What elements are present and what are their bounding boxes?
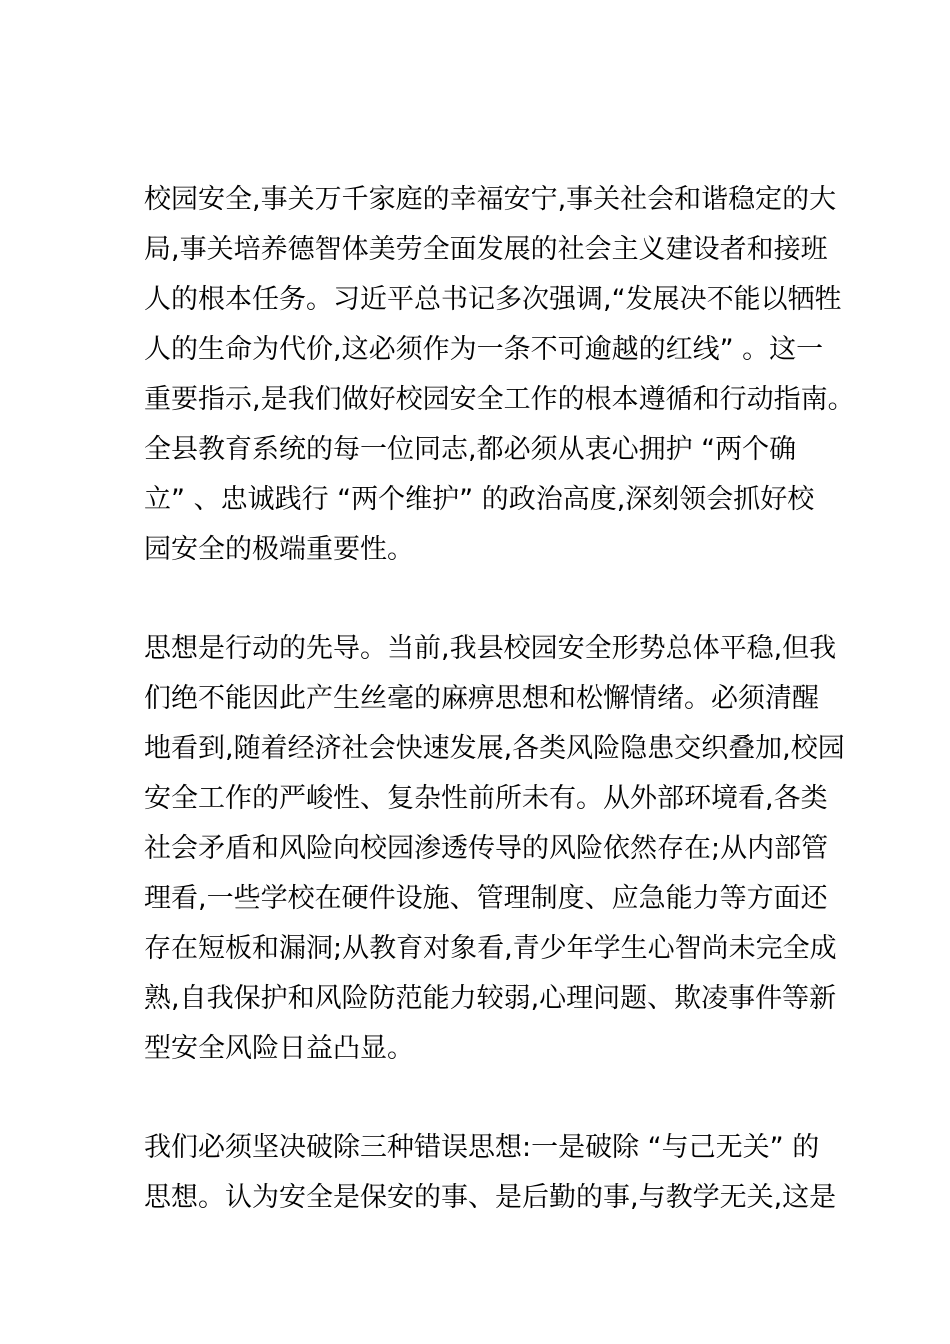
- text-line: 型安全风险日益凸显。: [144, 1033, 414, 1064]
- text-line: 地看到,随着经济社会快速发展,各类风险隐患交织叠加,校园: [144, 733, 845, 764]
- text-line: 存在短板和漏洞;从教育对象看,青少年学生心智尚未完全成: [144, 933, 837, 964]
- text-line: 人的根本任务。习近平总书记多次强调,“发展决不能以牺牲: [144, 284, 842, 315]
- text-line: 人的生命为代价,这必须作为一条不可逾越的红线” 。这一: [144, 334, 824, 365]
- text-line: 们绝不能因此产生丝毫的麻痹思想和松懈情绪。必须清醒: [144, 683, 819, 714]
- text-line: 社会矛盾和风险向校园渗透传导的风险依然存在;从内部管: [144, 833, 829, 864]
- text-line: 园安全的极端重要性。: [144, 534, 414, 565]
- text-line: 思想是行动的先导。当前,我县校园安全形势总体平稳,但我: [144, 633, 837, 664]
- text-line: 重要指示,是我们做好校园安全工作的根本遵循和行动指南。: [144, 384, 855, 415]
- text-line: 我们必须坚决破除三种错误思想:一是破除 “与己无关” 的: [144, 1132, 820, 1163]
- paragraph-1: [144, 175, 855, 575]
- text-line: 局,事关培养德智体美劳全面发展的社会主义建设者和接班: [144, 234, 828, 265]
- text-line: 立” 、忠诚践行 “两个维护” 的政治高度,深刻领会抓好校: [144, 484, 815, 515]
- text-line: 全县教育系统的每一位同志,都必须从衷心拥护 “两个确: [144, 434, 797, 465]
- text-line: 思想。认为安全是保安的事、是后勤的事,与教学无关,这是: [144, 1182, 837, 1213]
- text-line: 校园安全,事关万千家庭的幸福安宁,事关社会和谐稳定的大: [144, 184, 837, 215]
- text-line: 理看,一些学校在硬件设施、管理制度、应急能力等方面还: [144, 883, 828, 914]
- paragraph-3: [144, 1123, 844, 1223]
- paragraph-2: [144, 624, 844, 1074]
- text-line: 熟,自我保护和风险防范能力较弱,心理问题、欺凌事件等新: [144, 983, 837, 1014]
- text-line: 安全工作的严峻性、复杂性前所未有。从外部环境看,各类: [144, 783, 828, 814]
